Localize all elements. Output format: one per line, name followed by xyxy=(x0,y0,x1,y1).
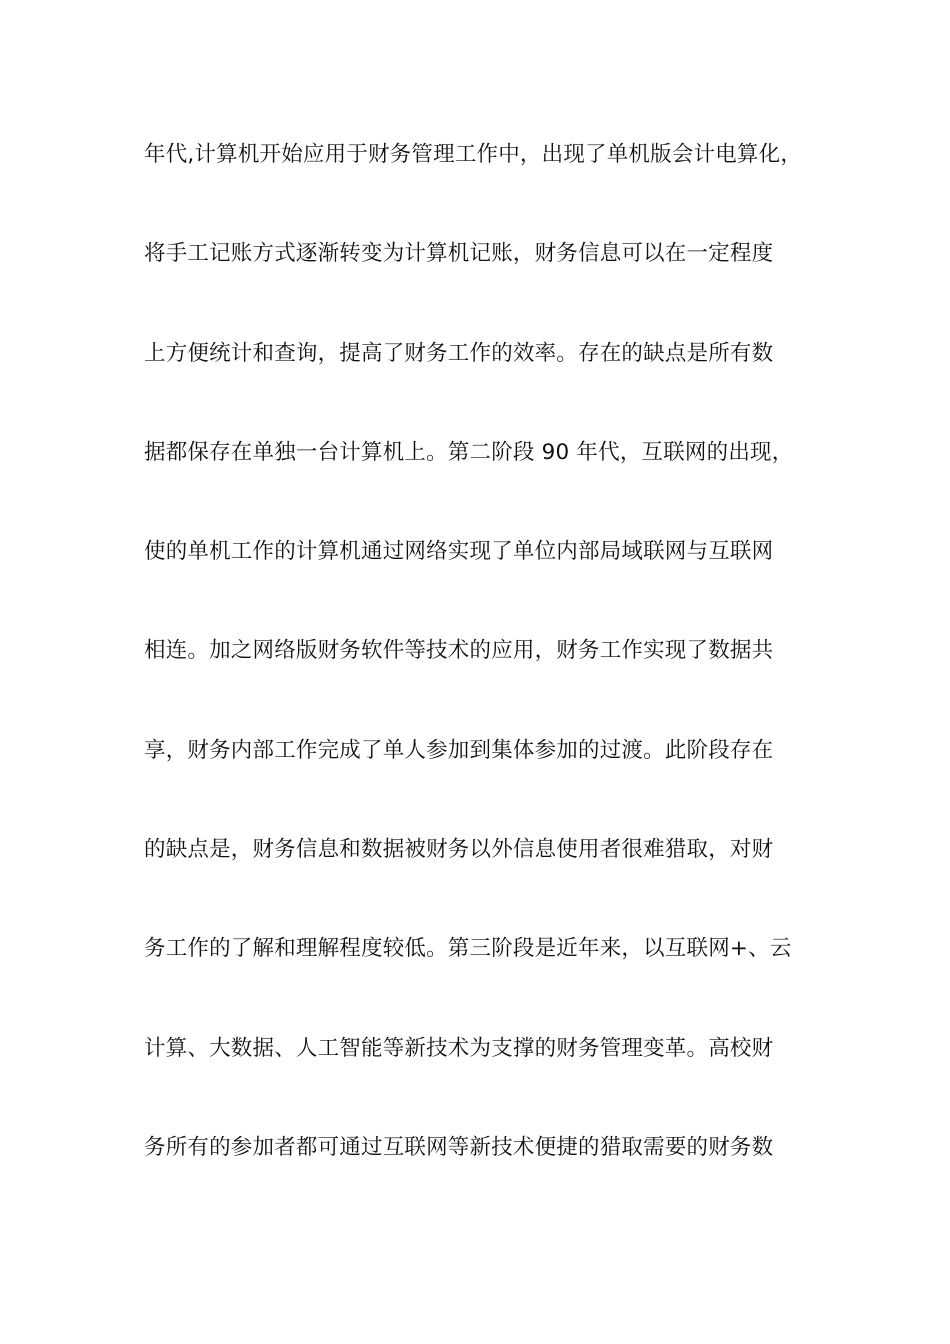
text-line: 使的单机工作的计算机通过网络实现了单位内部局域联网与互联网 xyxy=(144,539,774,565)
text-line: 据都保存在单独一台计算机上。第二阶段 90 年代，互联网的出现， xyxy=(144,439,794,465)
text-line: 务工作的了解和理解程度较低。第三阶段是近年来，以互联网+、云 xyxy=(144,936,792,962)
text-line: 年代,计算机开始应用于财务管理工作中，出现了单机版会计电算化， xyxy=(144,142,803,167)
text-line: 计算、大数据、人工智能等新技术为支撑的财务管理变革。高校财 xyxy=(144,1035,774,1061)
text-line: 务所有的参加者都可通过互联网等新技术便捷的猎取需要的财务数 xyxy=(144,1134,774,1160)
text-line: 的缺点是，财务信息和数据被财务以外信息使用者很难猎取，对财 xyxy=(144,837,774,863)
body-paragraph xyxy=(144,130,844,1222)
text-line: 将手工记账方式逐渐转变为计算机记账，财务信息可以在一定程度 xyxy=(144,241,774,267)
text-line: 相连。加之网络版财务软件等技术的应用，财务工作实现了数据共 xyxy=(144,638,774,664)
text-line: 上方便统计和查询，提高了财务工作的效率。存在的缺点是所有数 xyxy=(144,340,774,366)
text-line: 享，财务内部工作完成了单人参加到集体参加的过渡。此阶段存在 xyxy=(144,737,774,763)
